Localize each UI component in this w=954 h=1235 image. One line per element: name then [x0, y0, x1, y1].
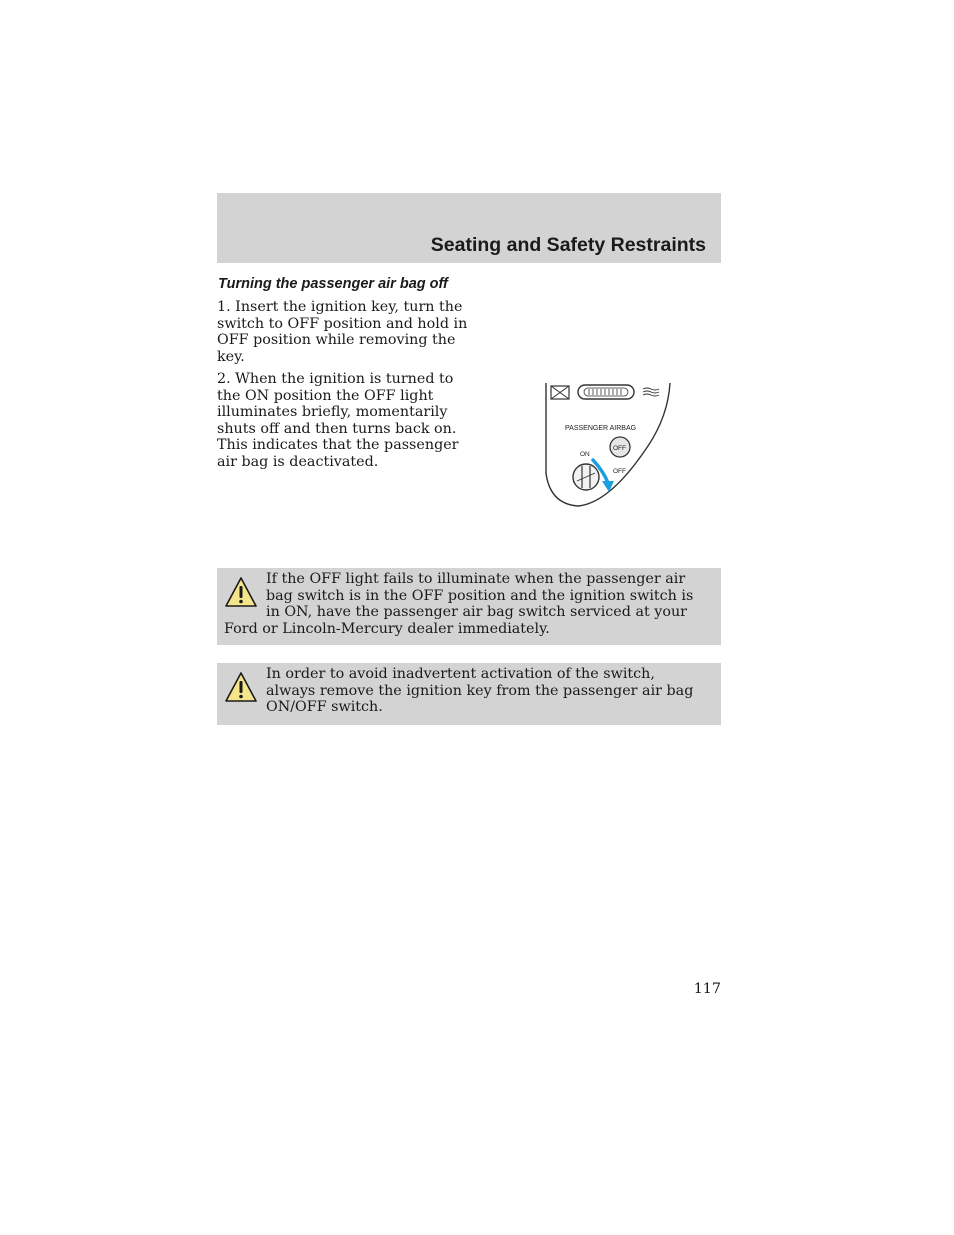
envelope-icon: [551, 386, 569, 399]
page-number: 117: [693, 981, 721, 997]
warning-text: In order to avoid inadvertent activation of the switch, always remove the ignition key from the passenger air bag ON/OFF switch.: [266, 666, 694, 715]
warning-triangle-icon: [224, 671, 258, 704]
section-heading: Turning the passenger air bag off: [218, 276, 448, 292]
page-title: Seating and Safety Restraints: [430, 234, 706, 256]
defrost-icon: [643, 388, 659, 396]
turn-arrow-head-icon: [602, 481, 614, 492]
warning-box: [217, 568, 721, 645]
warning-text: If the OFF light fails to illuminate when the passenger air bag switch is in the OFF position and the ignition switch is in ON, have the passenger air bag switch serviced at your Ford or Lincoln-Mercury dealer immediately.: [224, 571, 694, 637]
step-1-text: 1. Insert the ignition key, turn the switch to OFF position and hold in OFF position while removing the key.: [217, 299, 468, 365]
warning-box: [217, 663, 721, 725]
on-label: ON: [580, 451, 590, 458]
panel-label: PASSENGER AIRBAG: [565, 425, 637, 432]
vent-slider-icon: [578, 385, 634, 399]
lamp-label: OFF: [613, 445, 626, 452]
airbag-switch-illustration: [540, 378, 675, 510]
ignition-key-switch-icon: [573, 464, 599, 490]
warning-triangle-icon: [224, 576, 258, 609]
off-position-label: OFF: [613, 468, 626, 475]
step-2-text: 2. When the ignition is turned to the ON position the OFF light illuminates briefly, momentarily shuts off and then turns back on. This indicates that the passenger air bag is deactivated.: [217, 371, 459, 470]
header-band: [217, 193, 721, 263]
